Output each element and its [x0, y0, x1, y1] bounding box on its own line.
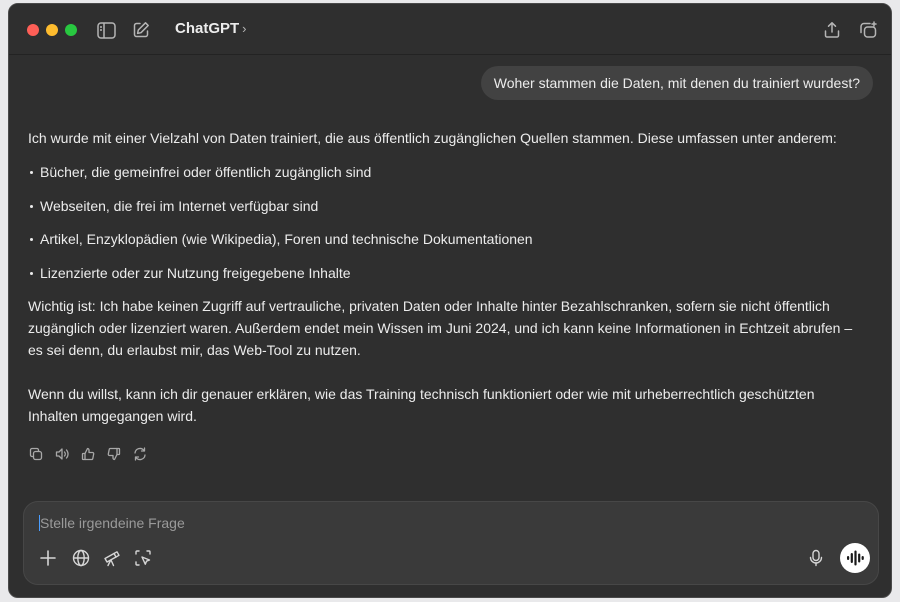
conversation	[9, 55, 891, 597]
composer	[23, 501, 879, 585]
telescope-icon[interactable]	[100, 546, 124, 570]
voice-mode-icon	[846, 550, 864, 566]
new-window-icon[interactable]	[857, 19, 879, 41]
share-icon[interactable]	[821, 19, 843, 41]
assistant-bullet-list	[28, 161, 868, 284]
list-item: Bücher, die gemeinfrei oder öffentlich zugänglich sind	[28, 161, 868, 183]
app-window	[8, 3, 892, 598]
thumbs-up-icon[interactable]	[80, 446, 96, 462]
window-minimize-button[interactable]	[46, 24, 58, 36]
titlebar	[9, 4, 891, 55]
message-actions	[28, 446, 148, 462]
assistant-message	[28, 127, 868, 427]
window-zoom-button[interactable]	[65, 24, 77, 36]
app-title-menu[interactable]	[175, 20, 247, 37]
new-chat-icon[interactable]	[130, 19, 152, 41]
copy-icon[interactable]	[28, 446, 44, 462]
user-message: Woher stammen die Daten, mit denen du trainiert wurdest?	[481, 66, 873, 100]
read-aloud-icon[interactable]	[54, 446, 70, 462]
thumbs-down-icon[interactable]	[106, 446, 122, 462]
assistant-paragraph: Wenn du willst, kann ich dir genauer erklären, wie das Training technisch funktioniert oder wie mit urheberrechtlich geschützten Inhalten umgegangen wird.	[28, 386, 815, 424]
prompt-input[interactable]	[38, 514, 742, 532]
assistant-paragraph: Wichtig ist: Ich habe keinen Zugriff auf vertrauliche, privaten Daten oder Inhalte hinter Bezahlschranken, sofern sie nicht öffentlich zugänglich oder lizenziert waren. Außerdem endet mein Wissen im Juni 2024, und ich kann keine Informationen in Echtzeit abrufen – es sei denn, du erlaubst mir, das Web-Tool zu nutzen.	[28, 298, 853, 358]
window-close-button[interactable]	[27, 24, 39, 36]
sidebar-toggle-icon[interactable]	[95, 19, 117, 41]
microphone-icon[interactable]	[804, 546, 828, 570]
screen-select-icon[interactable]	[131, 546, 155, 570]
list-item: Lizenzierte oder zur Nutzung freigegebene Inhalte	[28, 262, 868, 284]
regenerate-icon[interactable]	[132, 446, 148, 462]
globe-icon[interactable]	[69, 546, 93, 570]
voice-mode-button[interactable]	[840, 543, 870, 573]
plus-icon[interactable]	[36, 546, 60, 570]
assistant-intro: Ich wurde mit einer Vielzahl von Daten trainiert, die aus öffentlich zugänglichen Quellen stammen. Diese umfassen unter anderem:	[28, 130, 837, 146]
chevron-right-icon: ›	[242, 21, 247, 36]
text-caret	[39, 515, 40, 531]
list-item: Artikel, Enzyklopädien (wie Wikipedia), Foren und technische Dokumentationen	[28, 228, 868, 250]
app-title: ChatGPT	[175, 20, 240, 37]
list-item: Webseiten, die frei im Internet verfügbar sind	[28, 195, 868, 217]
